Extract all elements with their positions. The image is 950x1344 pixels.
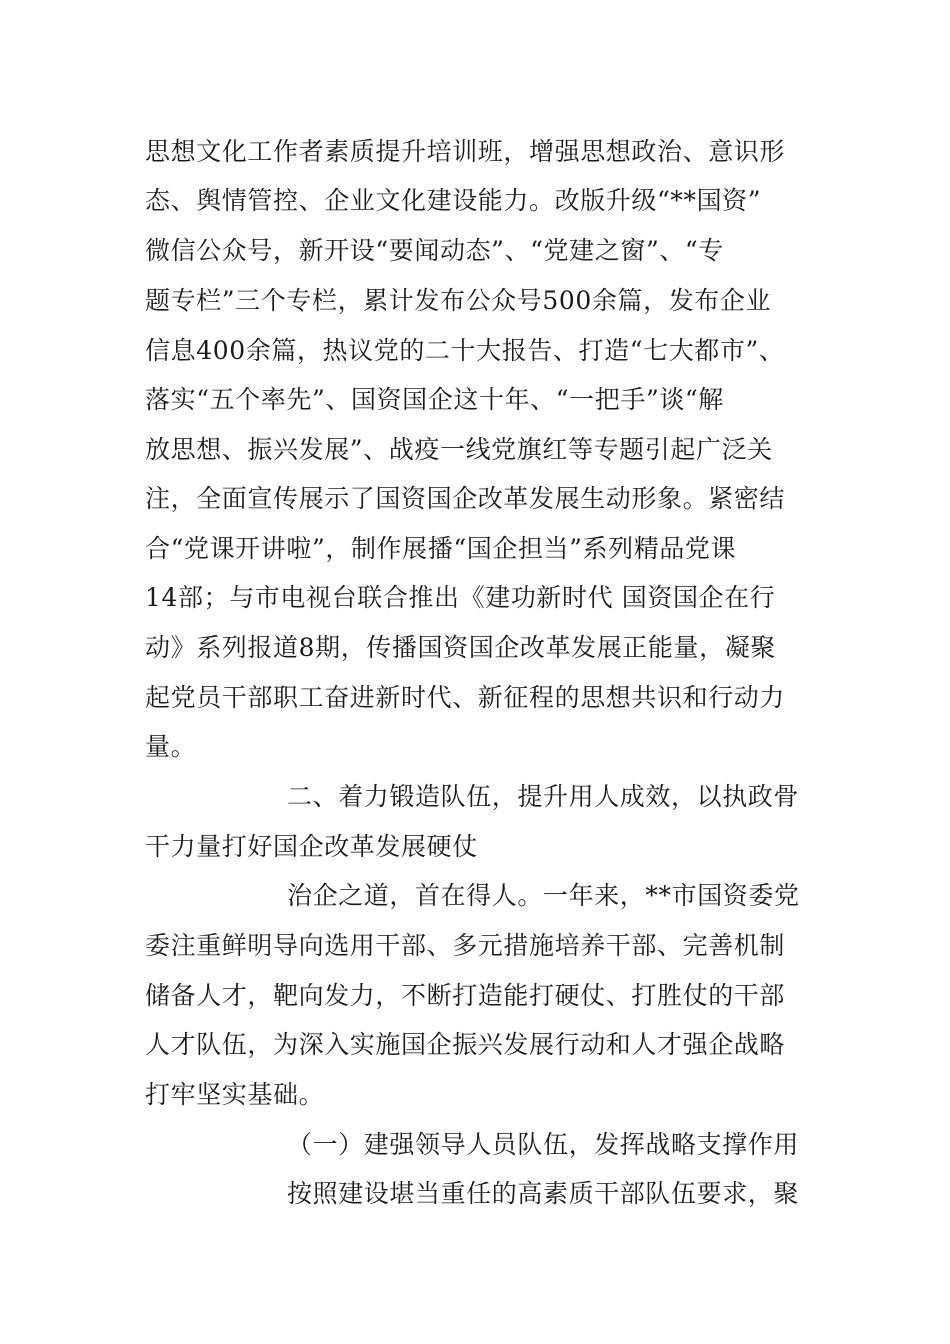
paragraph-line: 信息400余篇，热议党的二十大报告、打造“七大都市”、: [145, 336, 785, 365]
paragraph-line: 量。: [145, 732, 197, 761]
paragraph-line: 思想文化工作者素质提升培训班，增强思想政治、意识形: [145, 137, 786, 166]
paragraph-line: 态、舆情管控、企业文化建设能力。改版升级“**国资”: [145, 186, 762, 215]
paragraph-line: 题专栏”三个专栏，累计发布公众号500余篇，发布企业: [145, 286, 772, 315]
paragraph-line: 人才队伍，为深入实施国企振兴发展行动和人才强企战略: [145, 1030, 786, 1059]
paragraph-line: 落实“五个率先”、国资国企这十年、“一把手”谈“解: [145, 385, 724, 414]
paragraph-line: 动》系列报道8期，传播国资国企改革发展正能量，凝聚: [145, 633, 776, 662]
paragraph-line: 注，全面宣传展示了国资国企改革发展生动形象。紧密结: [145, 484, 786, 513]
section-heading-line: 干力量打好国企改革发展硬仗: [145, 832, 478, 861]
subsection-heading-line: （一）建强领导人员队伍，发挥战略支撑作用: [287, 1130, 800, 1159]
paragraph-line: 14部；与市电视台联合推出《建功新时代 国资国企在行: [145, 583, 776, 612]
paragraph-line: 微信公众号，新开设“要闻动态”、“党建之窗”、“专: [145, 236, 724, 265]
paragraph-line: 储备人才，靶向发力，不断打造能打硬仗、打胜仗的干部: [145, 981, 786, 1010]
paragraph-line: 打牢坚实基础。: [145, 1080, 325, 1109]
paragraph-line: 治企之道，首在得人。一年来，**市国资委党: [287, 881, 800, 910]
paragraph-line: 起党员干部职工奋进新时代、新征程的思想共识和行动力: [145, 683, 786, 712]
section-heading-line: 二、着力锻造队伍，提升用人成效，以执政骨: [287, 782, 800, 811]
paragraph-line: 放思想、振兴发展”、战疫一线党旗红等专题引起广泛关: [145, 435, 773, 464]
paragraph-line: 合“党课开讲啦”，制作展播“国企担当”系列精品党课: [145, 534, 737, 563]
paragraph-line: 委注重鲜明导向选用干部、多元措施培养干部、完善机制: [145, 931, 786, 960]
paragraph-line: 按照建设堪当重任的高素质干部队伍要求，聚: [287, 1179, 800, 1208]
